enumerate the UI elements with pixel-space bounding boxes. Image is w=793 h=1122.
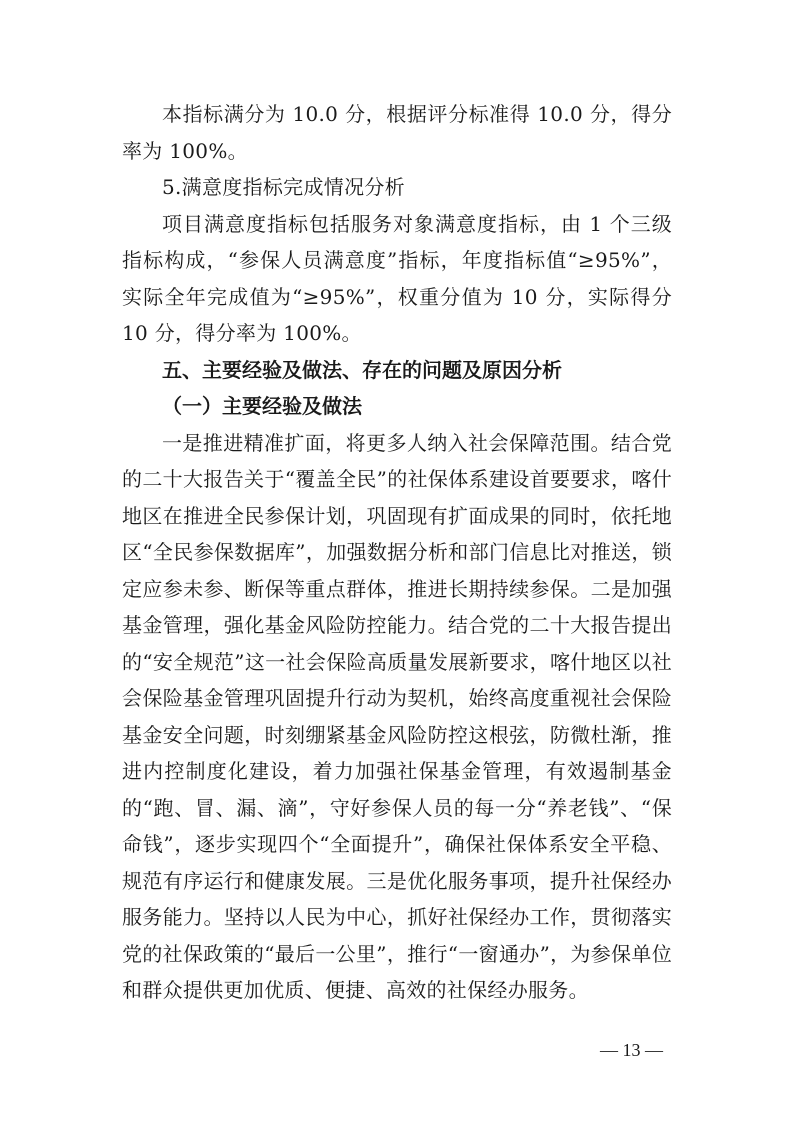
- satisfaction-subtitle: 5.满意度指标完成情况分析: [162, 175, 405, 199]
- page-number: — 13 —: [600, 1040, 663, 1060]
- section-heading: 五、主要经验及做法、存在的问题及原因分析: [162, 357, 562, 382]
- satisfaction-paragraph: 项目满意度指标包括服务对象满意度指标，由 1 个三级指标构成，“参保人员满意度”指标，年度指标值“≥95%”，实际全年完成值为“≥95%”，权重分值为 10 分，实际得分 10 分，得分率为 100%。: [122, 211, 672, 345]
- experience-paragraph: 一是推进精准扩面，将更多人纳入社会保障范围。结合党的二十大报告关于“覆盖全民”的社保体系建设首要要求，喀什地区在推进全民参保计划，巩固现有扩面成果的同时，依托地区“全民参保数据库”，加强数据分析和部门信息比对推送，锁定应参未参、断保等重点群体，推进长期持续参保。二是加强基金管理，强化基金风险防控能力。结合党的二十大报告提出的“安全规范”这一社会保险高质量发展新要求，喀什地区以社会保险基金管理巩固提升行动为契机，始终高度重视社会保险基金安全问题，时刻绷紧基金风险防控这根弦，防微杜渐，推进内控制度化建设，着力加强社保基金管理，有效遏制基金的“跑、冒、漏、滴”，守好参保人员的每一分“养老钱”、“保命钱”，逐步实现四个“全面提升”，确保社保体系安全平稳、规范有序运行和健康发展。三是优化服务事项，提升社保经办服务能力。坚持以人民为中心，抓好社保经办工作，贯彻落实党的社保政策的“最后一公里”，推行“一窗通办”，为参保单位和群众提供更加优质、便捷、高效的社保经办服务。: [122, 430, 672, 1002]
- document-body: [122, 96, 672, 1009]
- score-paragraph: 本指标满分为 10.0 分，根据评分标准得 10.0 分，得分率为 100%。: [122, 102, 672, 163]
- subsection-heading: （一）主要经验及做法: [162, 394, 362, 418]
